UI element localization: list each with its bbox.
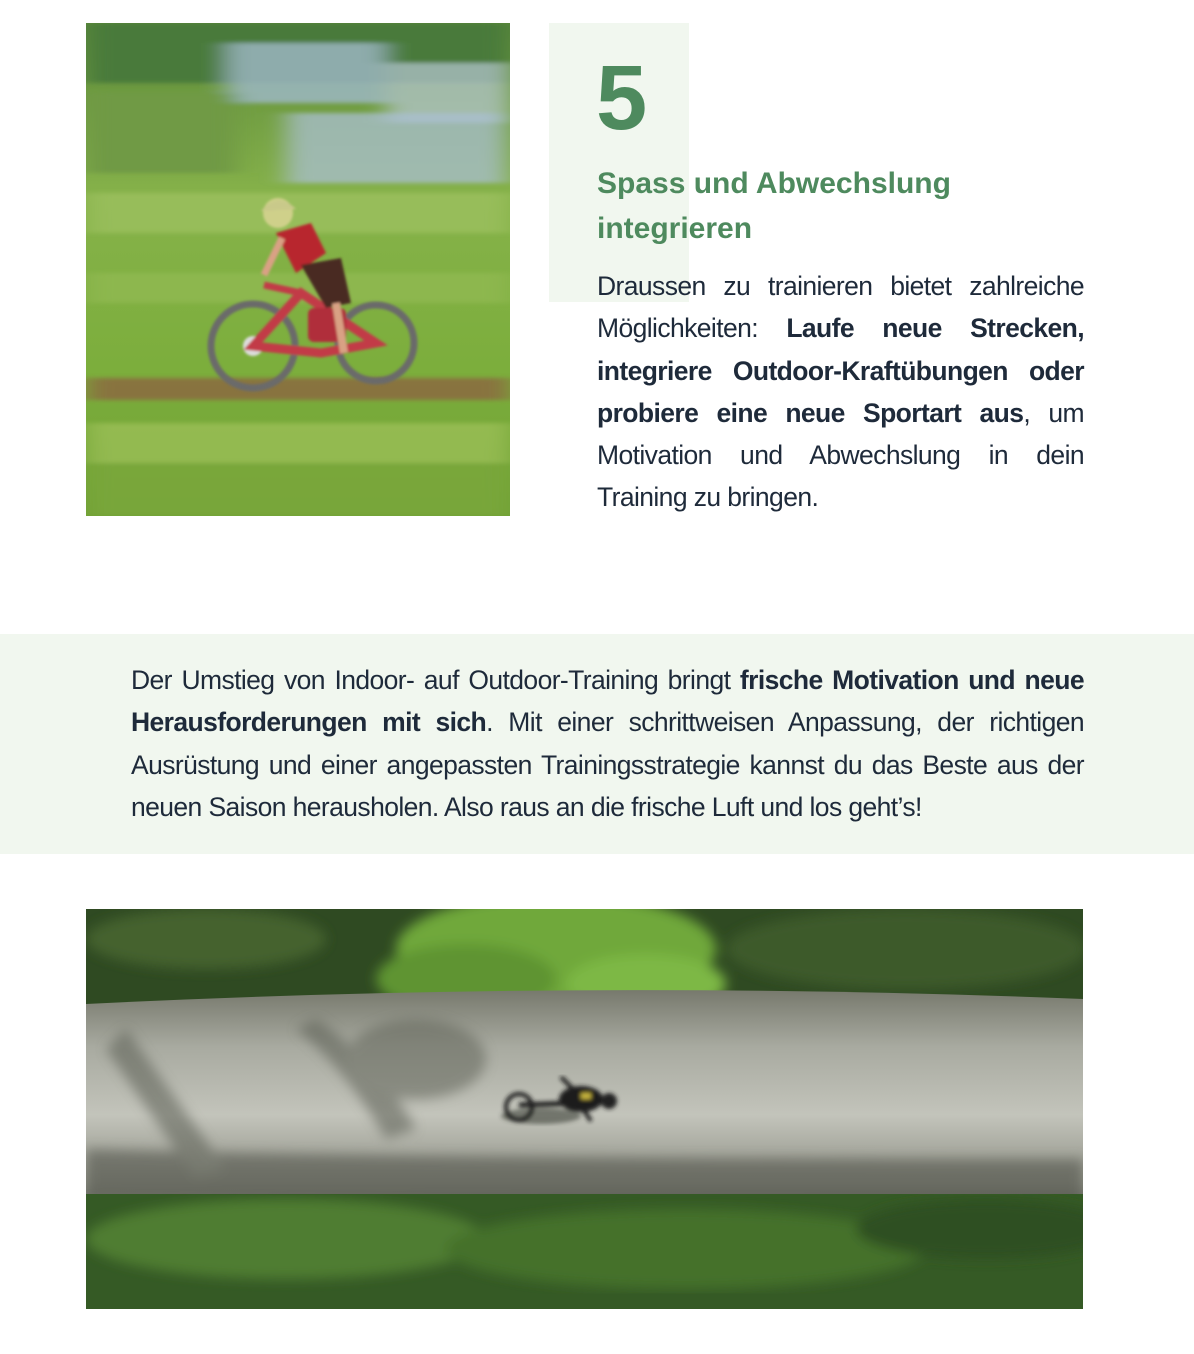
conclusion-intro: Der Umstieg von Indoor- auf Outdoor-Training bringt <box>131 665 740 695</box>
step-body-outro: , um Motivation und Abwechslung in dein Training zu bringen. <box>597 397 1085 513</box>
aerial-cyclist-path-photo <box>86 909 1083 1309</box>
step-body <box>597 265 1084 519</box>
conclusion-text <box>131 659 1084 828</box>
step-title: Spass und Abwechslung integrieren <box>597 167 951 245</box>
conclusion-emphasis: frische Motivation und neue Herausforderungen mit sich <box>131 665 1084 738</box>
step-body-emphasis: Laufe neue Strecken, integriere Outdoor-Kraftübungen oder probiere eine neue Sportart aus <box>597 313 1084 428</box>
conclusion-outro: . Mit einer schrittweisen Anpassung, der richtigen Ausrüstung und einer angepassten Trainingsstrategie kannst du das Beste aus der neuen Saison herausholen. Also raus an die frische Luft und los geht’s! <box>131 707 1084 822</box>
mountain-bike-rider-photo <box>86 23 510 516</box>
step-body-intro: Draussen zu trainieren bietet zahlreiche Möglichkeiten: <box>597 271 1084 344</box>
step-number: 5 <box>596 47 647 149</box>
